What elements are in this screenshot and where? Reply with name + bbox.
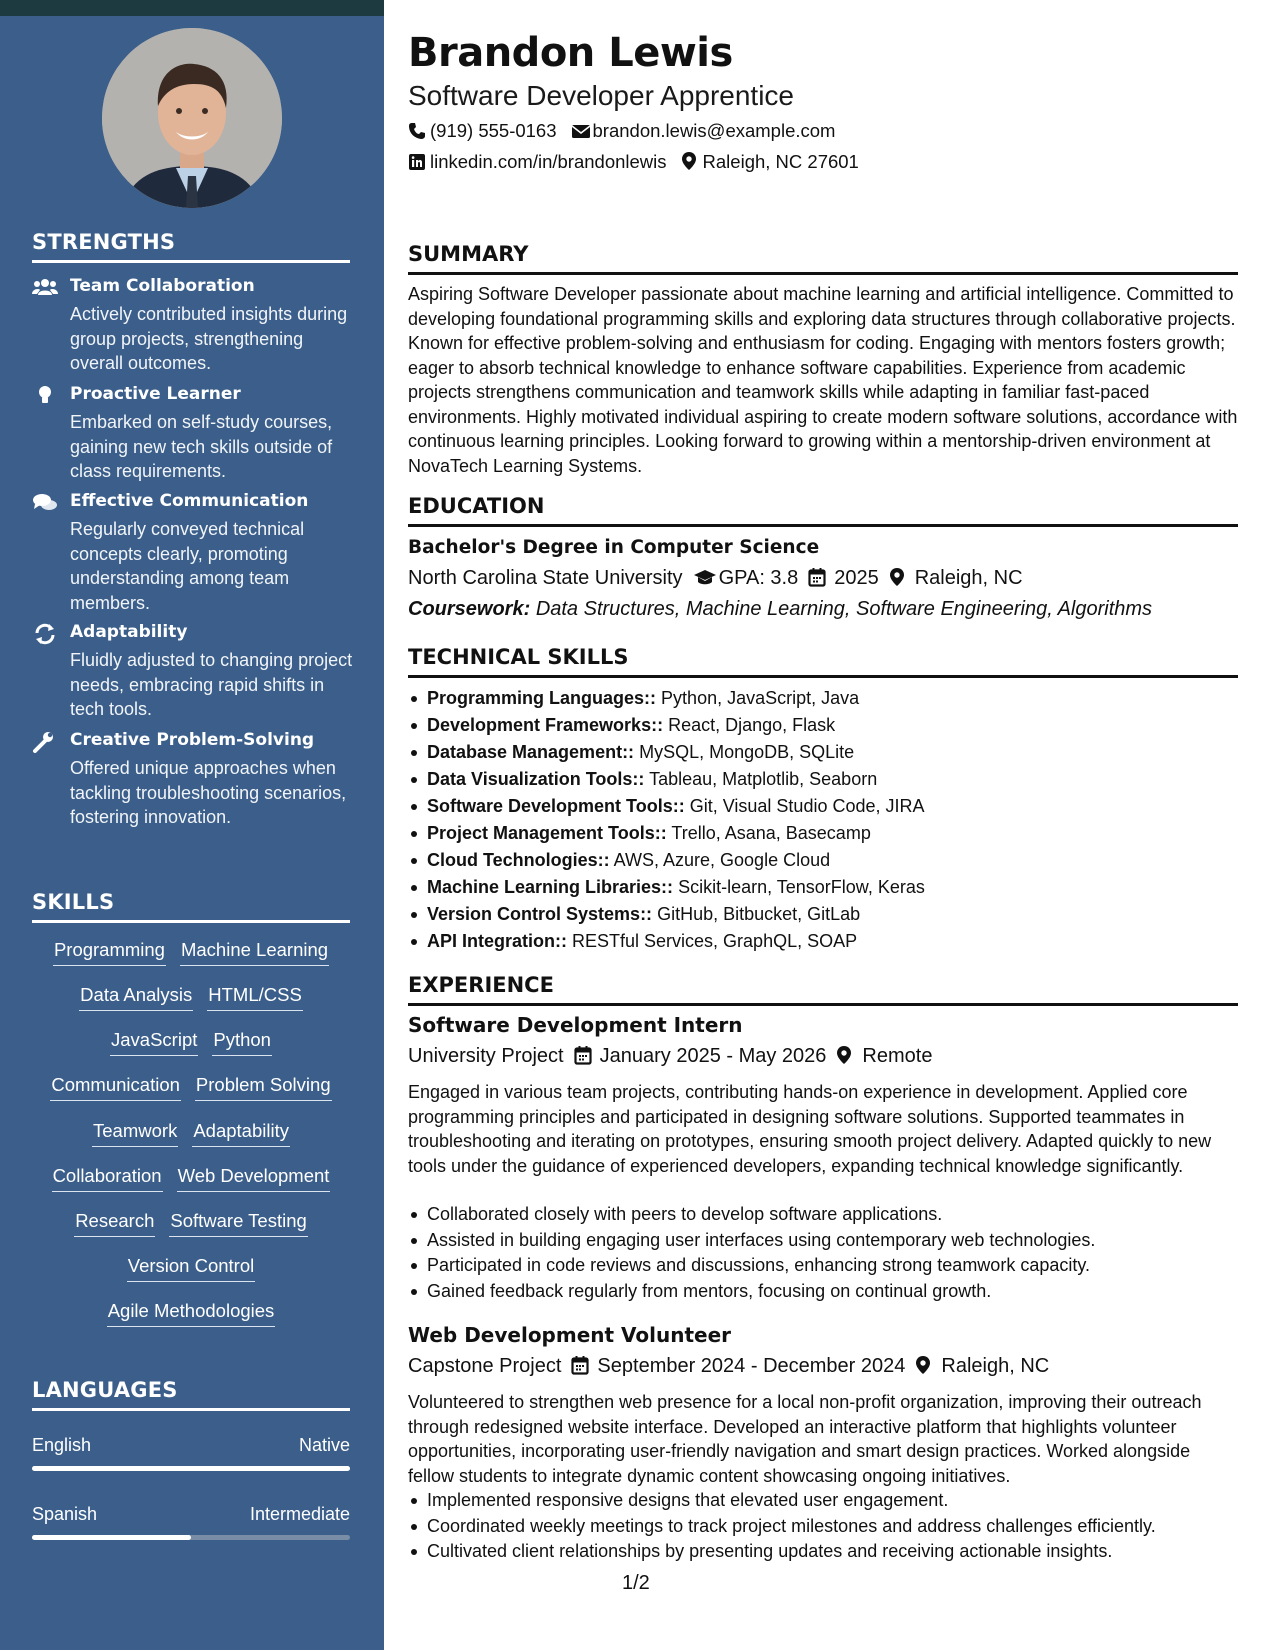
school-location: Raleigh, NC (914, 567, 1023, 589)
tech-skill-item (408, 847, 1238, 874)
degree-title: Bachelor's Degree in Computer Science (408, 537, 820, 558)
job-location: Raleigh, NC (941, 1355, 1050, 1377)
tech-skill-item (408, 901, 1238, 928)
technical-skills-title: TECHNICAL SKILLS (408, 645, 1238, 678)
gpa: GPA: 3.8 (718, 567, 799, 589)
job-bullet: Coordinated weekly meetings to track project milestones and address challenges efficiently. (408, 1514, 1238, 1540)
tech-skill-value: Trello, Asana, Basecamp (671, 823, 871, 843)
coursework-list: Data Structures, Machine Learning, Software Engineering, Algorithms (535, 598, 1153, 620)
skill-row (32, 1074, 350, 1101)
job-bullet: Assisted in building engaging user interfaces using contemporary web technologies. (408, 1228, 1238, 1254)
strengths-title: STRENGTHS (32, 230, 350, 263)
job-title: Web Development Volunteer (408, 1323, 732, 1347)
job-description: Engaged in various team projects, contributing hands-on experience in development. Applied core programming principles and participated in designing software solutions. Supported teammates in troubleshooting and iterating on prototypes, ensuring smooth project delivery. Adapted quickly to new tools under the guidance of experienced developers, expanding technical knowledge significantly. (408, 1082, 1212, 1176)
job-org: University Project (408, 1045, 564, 1067)
graduation-year: 2025 (834, 567, 879, 589)
tech-skill-value: GitHub, Bitbucket, GitLab (657, 904, 861, 924)
coursework-label: Coursework: (408, 598, 531, 620)
candidate-role: Software Developer Apprentice (408, 80, 794, 111)
job-bullets (408, 1202, 1238, 1304)
tech-skill-label: Project Management Tools:: (427, 823, 667, 843)
education-meta (408, 567, 1023, 590)
tech-skill-item (408, 928, 1238, 955)
language-bar-fill (32, 1466, 350, 1471)
skill-chip: Data Analysis (79, 984, 193, 1011)
tech-skill-label: Software Development Tools:: (427, 796, 685, 816)
job-bullets (408, 1488, 1238, 1565)
tech-skill-value: Git, Visual Studio Code, JIRA (689, 796, 925, 816)
job-bullet: Implemented responsive designs that elevated user engagement. (408, 1488, 1238, 1514)
skill-chip: Version Control (127, 1255, 255, 1282)
skill-chip: HTML/CSS (207, 984, 303, 1011)
tech-skill-item (408, 739, 1238, 766)
coursework-line (408, 598, 1152, 621)
skill-row (32, 1210, 350, 1237)
location-pin-icon (915, 1355, 935, 1375)
skill-row (32, 1255, 350, 1282)
language-name: Spanish (32, 1504, 98, 1524)
tech-skill-item (408, 793, 1238, 820)
job-dates: January 2025 - May 2026 (599, 1045, 827, 1067)
strength-title: Effective Communication (70, 491, 309, 511)
skill-chip: Teamwork (92, 1120, 178, 1147)
skill-chip: Programming (53, 939, 166, 966)
strength-desc: Embarked on self-study courses, gaining new tech skills outside of class requirements. (70, 412, 333, 481)
tech-skill-item (408, 712, 1238, 739)
summary-title: SUMMARY (408, 242, 1238, 275)
job-dates: September 2024 - December 2024 (597, 1355, 906, 1377)
skill-row (32, 1300, 350, 1327)
page-number: 1/2 (622, 1572, 650, 1594)
skill-chip: Problem Solving (195, 1074, 332, 1101)
languages-title: LANGUAGES (32, 1378, 350, 1411)
experience-title: EXPERIENCE (408, 973, 1238, 1006)
calendar-icon (571, 1355, 591, 1375)
strength-title: Proactive Learner (70, 384, 241, 404)
tech-skill-value: AWS, Azure, Google Cloud (613, 850, 831, 870)
linkedin-icon (408, 153, 426, 171)
job-description: Volunteered to strengthen web presence for a local non-profit organization, improving their outreach through redesigned website interface. Developed an interactive platform that highlights volunteer opportunities, incorporating user-friendly navigation and smart design practices. Worked alongside fellow students to integrate dynamic content showcasing ongoing initiatives. (408, 1392, 1202, 1486)
tech-skill-item (408, 820, 1238, 847)
profile-photo (102, 28, 282, 208)
candidate-name: Brandon Lewis (408, 30, 733, 76)
tech-skill-value: MySQL, MongoDB, SQLite (639, 742, 855, 762)
tech-skill-label: Version Control Systems:: (427, 904, 653, 924)
summary-text: Aspiring Software Developer passionate about machine learning and artificial intelligence. Committed to developing foundational programming skills and exploring data structures through collaborative projects. Known for effective problem-solving and enthusiasm for coding. Engaging with mentors fosters growth; eager to absorb technical knowledge to enhance software capabilities. Experience from academic projects strengthens communication and teamwork skills while adapting in familiar fast-paced environments. Highly motivated individual aspiring to create modern software solutions, accordance with continuous learning principles. Looking forward to growing within a mentorship-driven environment at NovaTech Learning Systems. (408, 284, 1238, 476)
skill-chip: Python (212, 1029, 272, 1056)
tech-skill-label: Cloud Technologies:: (427, 850, 610, 870)
language-name: English (32, 1435, 92, 1455)
language-level: Native (298, 1435, 350, 1455)
tech-skill-label: Development Frameworks:: (427, 715, 664, 735)
job-bullet: Cultivated client relationships by presenting updates and receiving actionable insights. (408, 1539, 1238, 1565)
tech-skill-label: Programming Languages:: (427, 688, 657, 708)
school-name: North Carolina State University (408, 567, 683, 589)
skill-chip: Research (74, 1210, 155, 1237)
sync-icon (32, 623, 58, 645)
tech-skill-item (408, 685, 1238, 712)
job-location: Remote (862, 1045, 933, 1067)
technical-skills-list (408, 685, 1238, 955)
education-title: EDUCATION (408, 494, 1238, 527)
tech-skill-label: Database Management:: (427, 742, 635, 762)
job-bullet: Collaborated closely with peers to develop software applications. (408, 1202, 1238, 1228)
comments-icon (32, 492, 58, 514)
tech-skill-value: Scikit-learn, TensorFlow, Keras (678, 877, 925, 897)
tech-skill-item (408, 766, 1238, 793)
sidebar (0, 0, 384, 1650)
envelope-icon (571, 122, 589, 140)
tech-skill-value: Tableau, Matplotlib, Seaborn (649, 769, 878, 789)
linkedin-link[interactable]: linkedin.com/in/brandonlewis (430, 151, 667, 172)
tech-skill-label: API Integration:: (427, 931, 567, 951)
tech-skill-value: RESTful Services, GraphQL, SOAP (572, 931, 858, 951)
job-meta (408, 1355, 1049, 1378)
contact-row (408, 151, 859, 173)
skill-chip: Software Testing (169, 1210, 307, 1237)
strength-title: Creative Problem-Solving (70, 730, 315, 750)
calendar-icon (574, 1045, 594, 1065)
job-meta (408, 1045, 932, 1068)
location-pin-icon (836, 1045, 856, 1065)
strength-title: Team Collaboration (70, 276, 255, 296)
tech-skill-value: Python, JavaScript, Java (661, 688, 860, 708)
skill-chip: Communication (50, 1074, 181, 1101)
phone-number[interactable]: (919) 555-0163 (430, 120, 557, 141)
location-pin-icon (681, 151, 699, 169)
strength-desc: Actively contributed insights during group projects, strengthening overall outcomes. (70, 304, 348, 373)
skill-chip: Web Development (177, 1165, 331, 1192)
strength-title: Adaptability (70, 622, 188, 642)
strength-desc: Offered unique approaches when tackling troubleshooting scenarios, fostering innovation. (70, 758, 347, 827)
skill-row (32, 984, 350, 1011)
language-bar-fill (32, 1535, 191, 1540)
job-bullet: Participated in code reviews and discussions, enhancing strong teamwork capacity. (408, 1253, 1238, 1279)
tech-skill-label: Machine Learning Libraries:: (427, 877, 674, 897)
contact-row (408, 120, 835, 142)
skill-row (32, 939, 350, 966)
users-icon (32, 277, 58, 299)
skill-chip: Adaptability (192, 1120, 290, 1147)
job-title: Software Development Intern (408, 1013, 743, 1037)
calendar-icon (808, 567, 828, 587)
skill-row (32, 1165, 350, 1192)
location-pin-icon (889, 567, 909, 587)
strength-desc: Fluidly adjusted to changing project needs, embracing rapid shifts in tech tools. (70, 650, 353, 719)
tech-skill-label: Data Visualization Tools:: (427, 769, 645, 789)
lightbulb-icon (32, 385, 58, 407)
language-bar (32, 1535, 350, 1540)
skill-chip: Collaboration (52, 1165, 163, 1192)
skill-row (32, 1029, 350, 1056)
skill-chip: Agile Methodologies (107, 1300, 276, 1327)
email-link[interactable]: brandon.lewis@example.com (592, 120, 836, 141)
job-org: Capstone Project (408, 1355, 562, 1377)
language-bar (32, 1466, 350, 1471)
sidebar-top-band (0, 0, 384, 16)
strength-desc: Regularly conveyed technical concepts clearly, promoting understanding among team members. (70, 519, 305, 613)
wrench-icon (32, 731, 58, 753)
location-text: Raleigh, NC 27601 (702, 151, 859, 172)
graduation-cap-icon (693, 567, 713, 587)
tech-skill-item (408, 874, 1238, 901)
skill-chip: JavaScript (110, 1029, 198, 1056)
tech-skill-value: React, Django, Flask (668, 715, 836, 735)
phone-icon (408, 122, 426, 140)
skills-title: SKILLS (32, 890, 350, 923)
job-bullet: Gained feedback regularly from mentors, focusing on continual growth. (408, 1279, 1238, 1305)
skill-row (32, 1120, 350, 1147)
skill-chip: Machine Learning (180, 939, 329, 966)
language-level: Intermediate (249, 1504, 350, 1524)
